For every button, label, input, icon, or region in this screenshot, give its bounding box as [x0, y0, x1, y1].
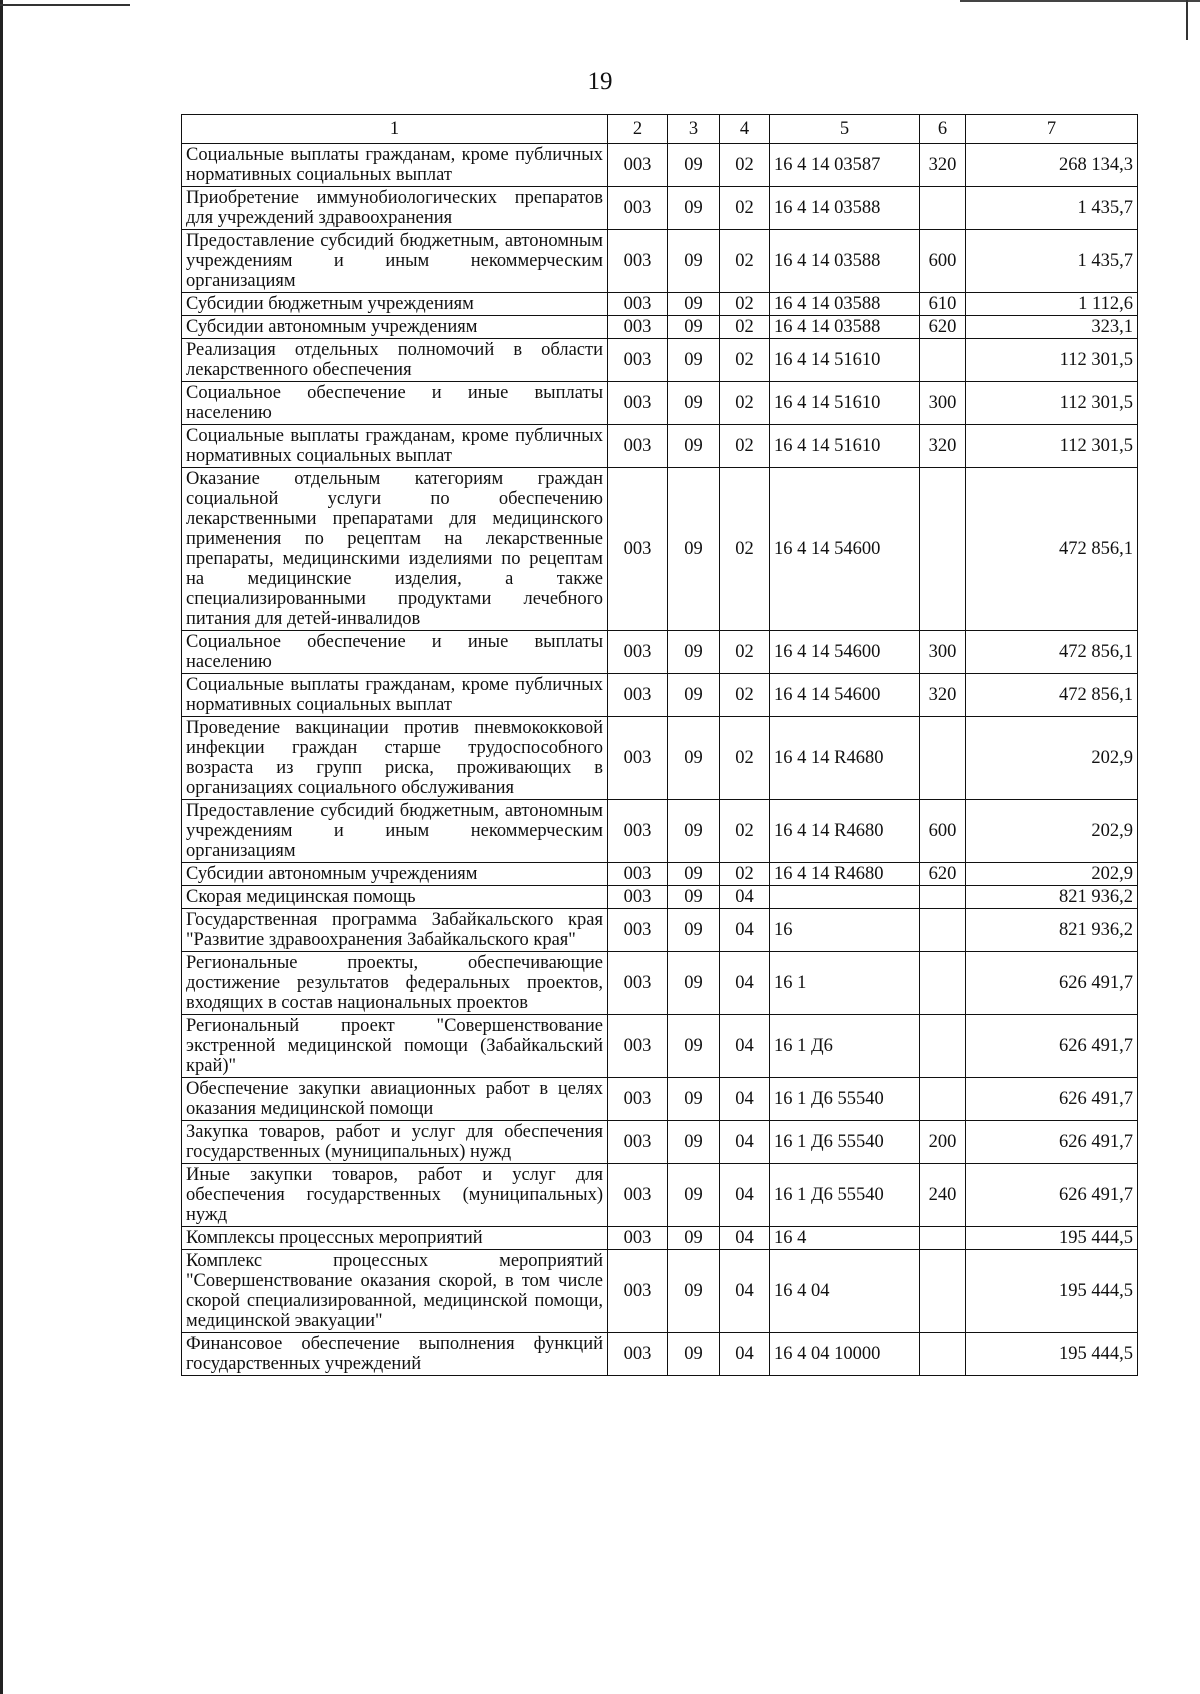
row-code-subsection: 04 [720, 1164, 770, 1227]
row-code-section: 09 [668, 144, 720, 187]
row-code-admin: 003 [608, 952, 668, 1015]
row-code-section: 09 [668, 1333, 720, 1376]
row-code-section: 09 [668, 1121, 720, 1164]
table-row [182, 316, 1138, 339]
row-name: Региональный проект "Совершенствование экстренной медицинской помощи (Забайкальский край)" [182, 1015, 608, 1078]
row-code-admin: 003 [608, 230, 668, 293]
table-row [182, 144, 1138, 187]
budget-table [181, 114, 1138, 1376]
header-cell: 7 [966, 115, 1138, 144]
row-code-target: 16 4 14 03588 [770, 293, 920, 316]
row-code-admin: 003 [608, 1015, 668, 1078]
row-code-subsection: 02 [720, 717, 770, 800]
row-amount: 195 444,5 [966, 1333, 1138, 1376]
row-code-subsection: 02 [720, 316, 770, 339]
row-amount: 821 936,2 [966, 909, 1138, 952]
row-code-admin: 003 [608, 316, 668, 339]
row-code-subsection: 04 [720, 1121, 770, 1164]
row-amount: 472 856,1 [966, 468, 1138, 631]
row-code-admin: 003 [608, 1164, 668, 1227]
row-amount: 1 112,6 [966, 293, 1138, 316]
row-code-target: 16 4 14 03587 [770, 144, 920, 187]
row-amount: 195 444,5 [966, 1250, 1138, 1333]
row-code-subsection: 04 [720, 1250, 770, 1333]
row-code-admin: 003 [608, 144, 668, 187]
row-code-subsection: 04 [720, 952, 770, 1015]
row-code-expense-type [920, 1015, 966, 1078]
row-code-section: 09 [668, 1250, 720, 1333]
scan-edge-top [0, 4, 130, 6]
row-code-expense-type: 300 [920, 382, 966, 425]
row-code-target: 16 4 14 R4680 [770, 863, 920, 886]
row-amount: 1 435,7 [966, 230, 1138, 293]
row-code-expense-type: 200 [920, 1121, 966, 1164]
table-row [182, 425, 1138, 468]
row-code-section: 09 [668, 1227, 720, 1250]
row-code-section: 09 [668, 909, 720, 952]
row-code-subsection: 04 [720, 1078, 770, 1121]
table-row [182, 382, 1138, 425]
row-amount: 1 435,7 [966, 187, 1138, 230]
table-row [182, 1333, 1138, 1376]
row-code-subsection: 02 [720, 187, 770, 230]
row-code-expense-type: 600 [920, 230, 966, 293]
row-code-subsection: 02 [720, 631, 770, 674]
table-row [182, 339, 1138, 382]
row-name: Предоставление субсидий бюджетным, автономным учреждениям и иным некоммерческим организациям [182, 800, 608, 863]
row-amount: 323,1 [966, 316, 1138, 339]
row-code-expense-type: 620 [920, 863, 966, 886]
row-code-subsection: 02 [720, 339, 770, 382]
row-code-expense-type [920, 909, 966, 952]
row-name: Финансовое обеспечение выполнения функций государственных учреждений [182, 1333, 608, 1376]
row-code-target: 16 4 14 03588 [770, 316, 920, 339]
table-row [182, 800, 1138, 863]
scan-edge-right [1186, 0, 1188, 40]
row-code-section: 09 [668, 674, 720, 717]
row-code-section: 09 [668, 800, 720, 863]
row-code-section: 09 [668, 468, 720, 631]
row-code-section: 09 [668, 1164, 720, 1227]
row-name: Обеспечение закупки авиационных работ в целях оказания медицинской помощи [182, 1078, 608, 1121]
row-code-section: 09 [668, 1078, 720, 1121]
row-code-expense-type: 320 [920, 425, 966, 468]
row-code-admin: 003 [608, 1333, 668, 1376]
header-cell: 1 [182, 115, 608, 144]
table-row [182, 717, 1138, 800]
row-code-subsection: 04 [720, 1333, 770, 1376]
row-name: Социальные выплаты гражданам, кроме публичных нормативных социальных выплат [182, 425, 608, 468]
row-code-section: 09 [668, 425, 720, 468]
row-name: Региональные проекты, обеспечивающие достижение результатов федеральных проектов, входящих в состав национальных проектов [182, 952, 608, 1015]
table-row [182, 886, 1138, 909]
row-name: Оказание отдельным категориям граждан социальной услуги по обеспечению лекарственными препаратами для медицинского применения по рецептам на лекарственные препараты, медицинскими изделиями по рецептам на медицинские изделия, а также специализированными продуктами лечебного питания для детей-инвалидов [182, 468, 608, 631]
row-code-target: 16 4 14 03588 [770, 230, 920, 293]
row-amount: 268 134,3 [966, 144, 1138, 187]
row-amount: 626 491,7 [966, 1015, 1138, 1078]
row-name: Предоставление субсидий бюджетным, автономным учреждениям и иным некоммерческим организациям [182, 230, 608, 293]
row-amount: 626 491,7 [966, 1164, 1138, 1227]
row-amount: 472 856,1 [966, 631, 1138, 674]
row-code-expense-type: 300 [920, 631, 966, 674]
row-code-target: 16 4 14 R4680 [770, 717, 920, 800]
row-code-section: 09 [668, 952, 720, 1015]
row-amount: 195 444,5 [966, 1227, 1138, 1250]
table-row [182, 674, 1138, 717]
row-code-admin: 003 [608, 800, 668, 863]
row-code-subsection: 02 [720, 144, 770, 187]
row-code-subsection: 04 [720, 886, 770, 909]
row-code-section: 09 [668, 316, 720, 339]
row-name: Субсидии автономным учреждениям [182, 863, 608, 886]
row-name: Закупка товаров, работ и услуг для обеспечения государственных (муниципальных) нужд [182, 1121, 608, 1164]
table-row [182, 1250, 1138, 1333]
row-code-subsection: 02 [720, 468, 770, 631]
table-row [182, 1078, 1138, 1121]
row-code-admin: 003 [608, 909, 668, 952]
row-code-admin: 003 [608, 468, 668, 631]
row-name: Социальные выплаты гражданам, кроме публичных нормативных социальных выплат [182, 144, 608, 187]
row-code-section: 09 [668, 187, 720, 230]
row-name: Комплексы процессных мероприятий [182, 1227, 608, 1250]
row-name: Социальное обеспечение и иные выплаты населению [182, 631, 608, 674]
table-row [182, 952, 1138, 1015]
row-code-target: 16 4 14 54600 [770, 674, 920, 717]
row-code-target: 16 [770, 909, 920, 952]
row-code-expense-type: 320 [920, 144, 966, 187]
row-code-expense-type: 620 [920, 316, 966, 339]
table-header-row [182, 115, 1138, 144]
row-code-admin: 003 [608, 717, 668, 800]
row-amount: 112 301,5 [966, 425, 1138, 468]
row-code-expense-type [920, 339, 966, 382]
row-code-admin: 003 [608, 1250, 668, 1333]
row-name: Социальное обеспечение и иные выплаты населению [182, 382, 608, 425]
row-code-expense-type [920, 717, 966, 800]
row-name: Проведение вакцинации против пневмококковой инфекции граждан старше трудоспособного возраста из групп риска, проживающих в организациях социального обслуживания [182, 717, 608, 800]
row-code-target: 16 1 Д6 [770, 1015, 920, 1078]
header-cell: 5 [770, 115, 920, 144]
row-amount: 112 301,5 [966, 382, 1138, 425]
header-cell: 4 [720, 115, 770, 144]
row-code-target: 16 4 14 54600 [770, 631, 920, 674]
table-row [182, 1164, 1138, 1227]
row-code-target: 16 4 14 03588 [770, 187, 920, 230]
row-code-subsection: 02 [720, 382, 770, 425]
row-code-subsection: 02 [720, 863, 770, 886]
row-name: Комплекс процессных мероприятий "Совершенствование оказания скорой, в том числе скорой специализированной, медицинской помощи, медицинской эвакуации" [182, 1250, 608, 1333]
row-name: Скорая медицинская помощь [182, 886, 608, 909]
row-code-admin: 003 [608, 293, 668, 316]
row-name: Субсидии бюджетным учреждениям [182, 293, 608, 316]
row-code-expense-type: 320 [920, 674, 966, 717]
row-code-section: 09 [668, 230, 720, 293]
row-code-target: 16 4 14 R4680 [770, 800, 920, 863]
scan-edge-top-right [960, 0, 1200, 2]
row-code-subsection: 04 [720, 1015, 770, 1078]
row-code-expense-type [920, 1250, 966, 1333]
row-amount: 626 491,7 [966, 1121, 1138, 1164]
header-cell: 2 [608, 115, 668, 144]
row-amount: 202,9 [966, 717, 1138, 800]
table-row [182, 230, 1138, 293]
table-body [182, 144, 1138, 1376]
row-code-section: 09 [668, 717, 720, 800]
table-row [182, 1015, 1138, 1078]
row-code-target: 16 1 Д6 55540 [770, 1121, 920, 1164]
row-code-admin: 003 [608, 1227, 668, 1250]
row-code-section: 09 [668, 293, 720, 316]
row-code-target: 16 4 [770, 1227, 920, 1250]
row-code-section: 09 [668, 631, 720, 674]
row-code-subsection: 02 [720, 425, 770, 468]
row-code-expense-type [920, 1078, 966, 1121]
row-code-expense-type [920, 1227, 966, 1250]
row-code-expense-type: 610 [920, 293, 966, 316]
row-code-expense-type [920, 886, 966, 909]
row-code-admin: 003 [608, 339, 668, 382]
row-code-admin: 003 [608, 631, 668, 674]
row-code-subsection: 02 [720, 674, 770, 717]
row-amount: 112 301,5 [966, 339, 1138, 382]
table-row [182, 293, 1138, 316]
table-row [182, 631, 1138, 674]
row-name: Иные закупки товаров, работ и услуг для обеспечения государственных (муниципальных) нужд [182, 1164, 608, 1227]
row-code-subsection: 02 [720, 230, 770, 293]
row-code-expense-type [920, 187, 966, 230]
row-code-section: 09 [668, 382, 720, 425]
table-row [182, 909, 1138, 952]
header-cell: 3 [668, 115, 720, 144]
row-code-section: 09 [668, 1015, 720, 1078]
row-code-target: 16 4 14 54600 [770, 468, 920, 631]
row-amount: 626 491,7 [966, 1078, 1138, 1121]
row-code-expense-type [920, 468, 966, 631]
table-row [182, 1227, 1138, 1250]
row-code-section: 09 [668, 863, 720, 886]
row-code-subsection: 04 [720, 1227, 770, 1250]
row-amount: 821 936,2 [966, 886, 1138, 909]
table-row [182, 1121, 1138, 1164]
row-code-target [770, 886, 920, 909]
row-code-admin: 003 [608, 425, 668, 468]
row-code-expense-type: 240 [920, 1164, 966, 1227]
row-code-target: 16 1 Д6 55540 [770, 1078, 920, 1121]
row-amount: 202,9 [966, 800, 1138, 863]
row-code-subsection: 02 [720, 293, 770, 316]
row-name: Реализация отдельных полномочий в области лекарственного обеспечения [182, 339, 608, 382]
row-code-target: 16 4 04 [770, 1250, 920, 1333]
row-code-admin: 003 [608, 886, 668, 909]
row-name: Социальные выплаты гражданам, кроме публичных нормативных социальных выплат [182, 674, 608, 717]
row-code-admin: 003 [608, 863, 668, 886]
row-code-target: 16 4 14 51610 [770, 382, 920, 425]
row-amount: 626 491,7 [966, 952, 1138, 1015]
scan-edge-left [0, 0, 3, 1694]
row-code-subsection: 04 [720, 909, 770, 952]
row-code-target: 16 1 [770, 952, 920, 1015]
row-amount: 472 856,1 [966, 674, 1138, 717]
row-amount: 202,9 [966, 863, 1138, 886]
row-code-admin: 003 [608, 187, 668, 230]
row-code-admin: 003 [608, 382, 668, 425]
header-cell: 6 [920, 115, 966, 144]
row-code-admin: 003 [608, 1078, 668, 1121]
row-code-admin: 003 [608, 674, 668, 717]
row-code-expense-type: 600 [920, 800, 966, 863]
table-row [182, 863, 1138, 886]
row-code-section: 09 [668, 886, 720, 909]
row-code-target: 16 1 Д6 55540 [770, 1164, 920, 1227]
row-name: Субсидии автономным учреждениям [182, 316, 608, 339]
row-code-target: 16 4 14 51610 [770, 425, 920, 468]
table-row [182, 468, 1138, 631]
row-name: Приобретение иммунобиологических препаратов для учреждений здравоохранения [182, 187, 608, 230]
row-code-expense-type [920, 952, 966, 1015]
row-code-target: 16 4 14 51610 [770, 339, 920, 382]
row-name: Государственная программа Забайкальского края "Развитие здравоохранения Забайкальского края" [182, 909, 608, 952]
row-code-expense-type [920, 1333, 966, 1376]
row-code-section: 09 [668, 339, 720, 382]
row-code-subsection: 02 [720, 800, 770, 863]
row-code-target: 16 4 04 10000 [770, 1333, 920, 1376]
table-row [182, 187, 1138, 230]
page-number: 19 [587, 68, 613, 95]
row-code-admin: 003 [608, 1121, 668, 1164]
